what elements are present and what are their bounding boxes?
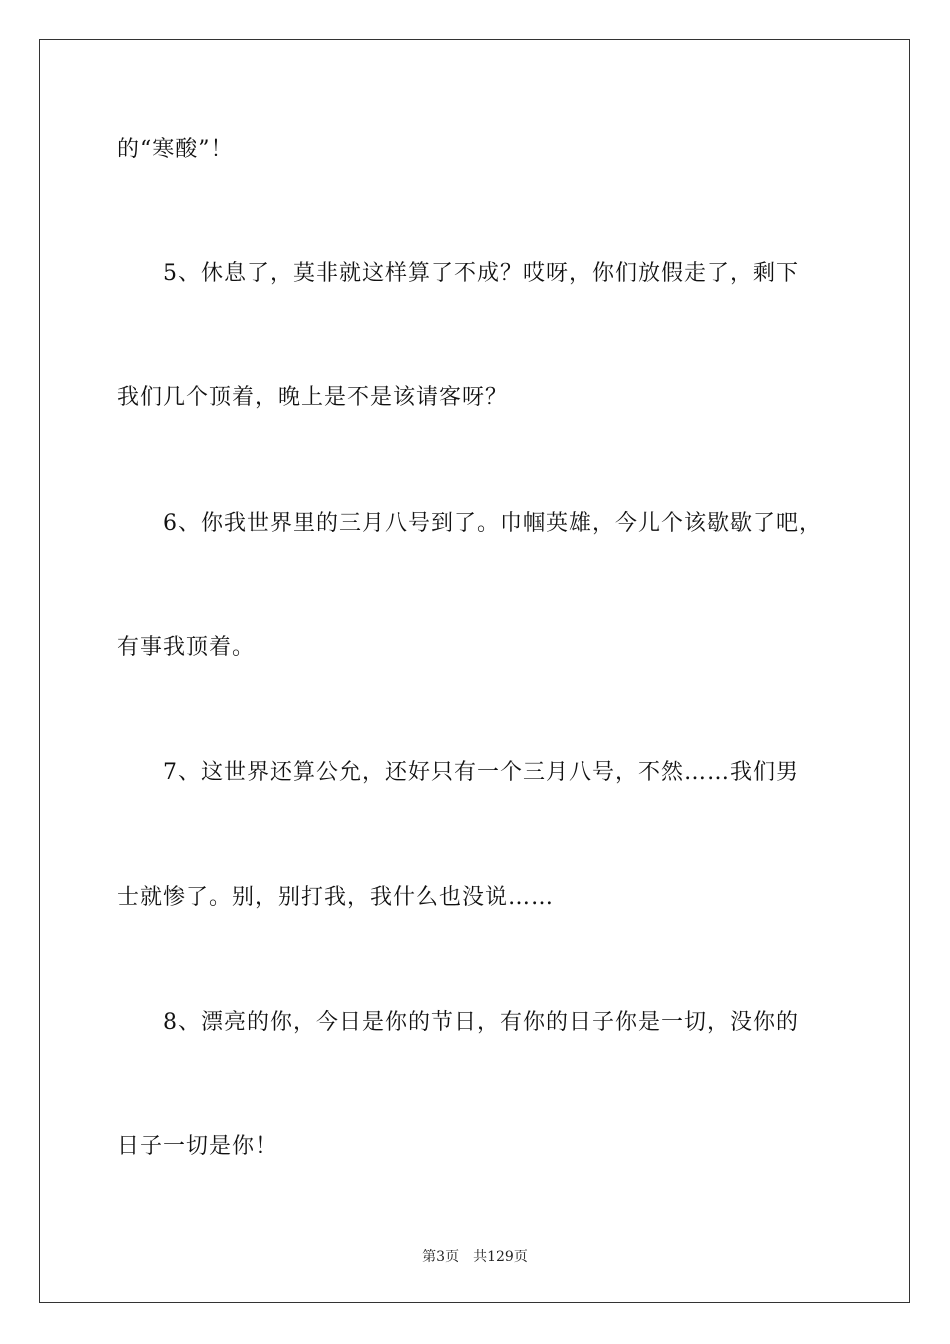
text-line: 的“寒酸”！ (117, 137, 234, 162)
text-line: 我们几个顶着，晚上是不是该请客呀？ (117, 385, 509, 410)
text-line: 日子一切是你！ (117, 1134, 279, 1159)
total-pages: 共129页 (473, 1249, 528, 1265)
page-number: 第3页 (422, 1249, 460, 1265)
text-line: 6、你我世界里的三月八号到了。巾帼英雄，今儿个该歇歇了吧， (163, 511, 822, 536)
text-line: 士就惨了。别，别打我，我什么也没说…… (117, 885, 555, 910)
text-line: 7、这世界还算公允，还好只有一个三月八号，不然……我们男 (163, 760, 799, 785)
text-line: 5、休息了，莫非就这样算了不成？哎呀，你们放假走了，剩下 (163, 261, 799, 286)
page-border (39, 39, 910, 1303)
text-line: 有事我顶着。 (117, 635, 256, 660)
page-footer (0, 1247, 950, 1267)
text-line: 8、漂亮的你，今日是你的节日，有你的日子你是一切，没你的 (163, 1010, 799, 1035)
